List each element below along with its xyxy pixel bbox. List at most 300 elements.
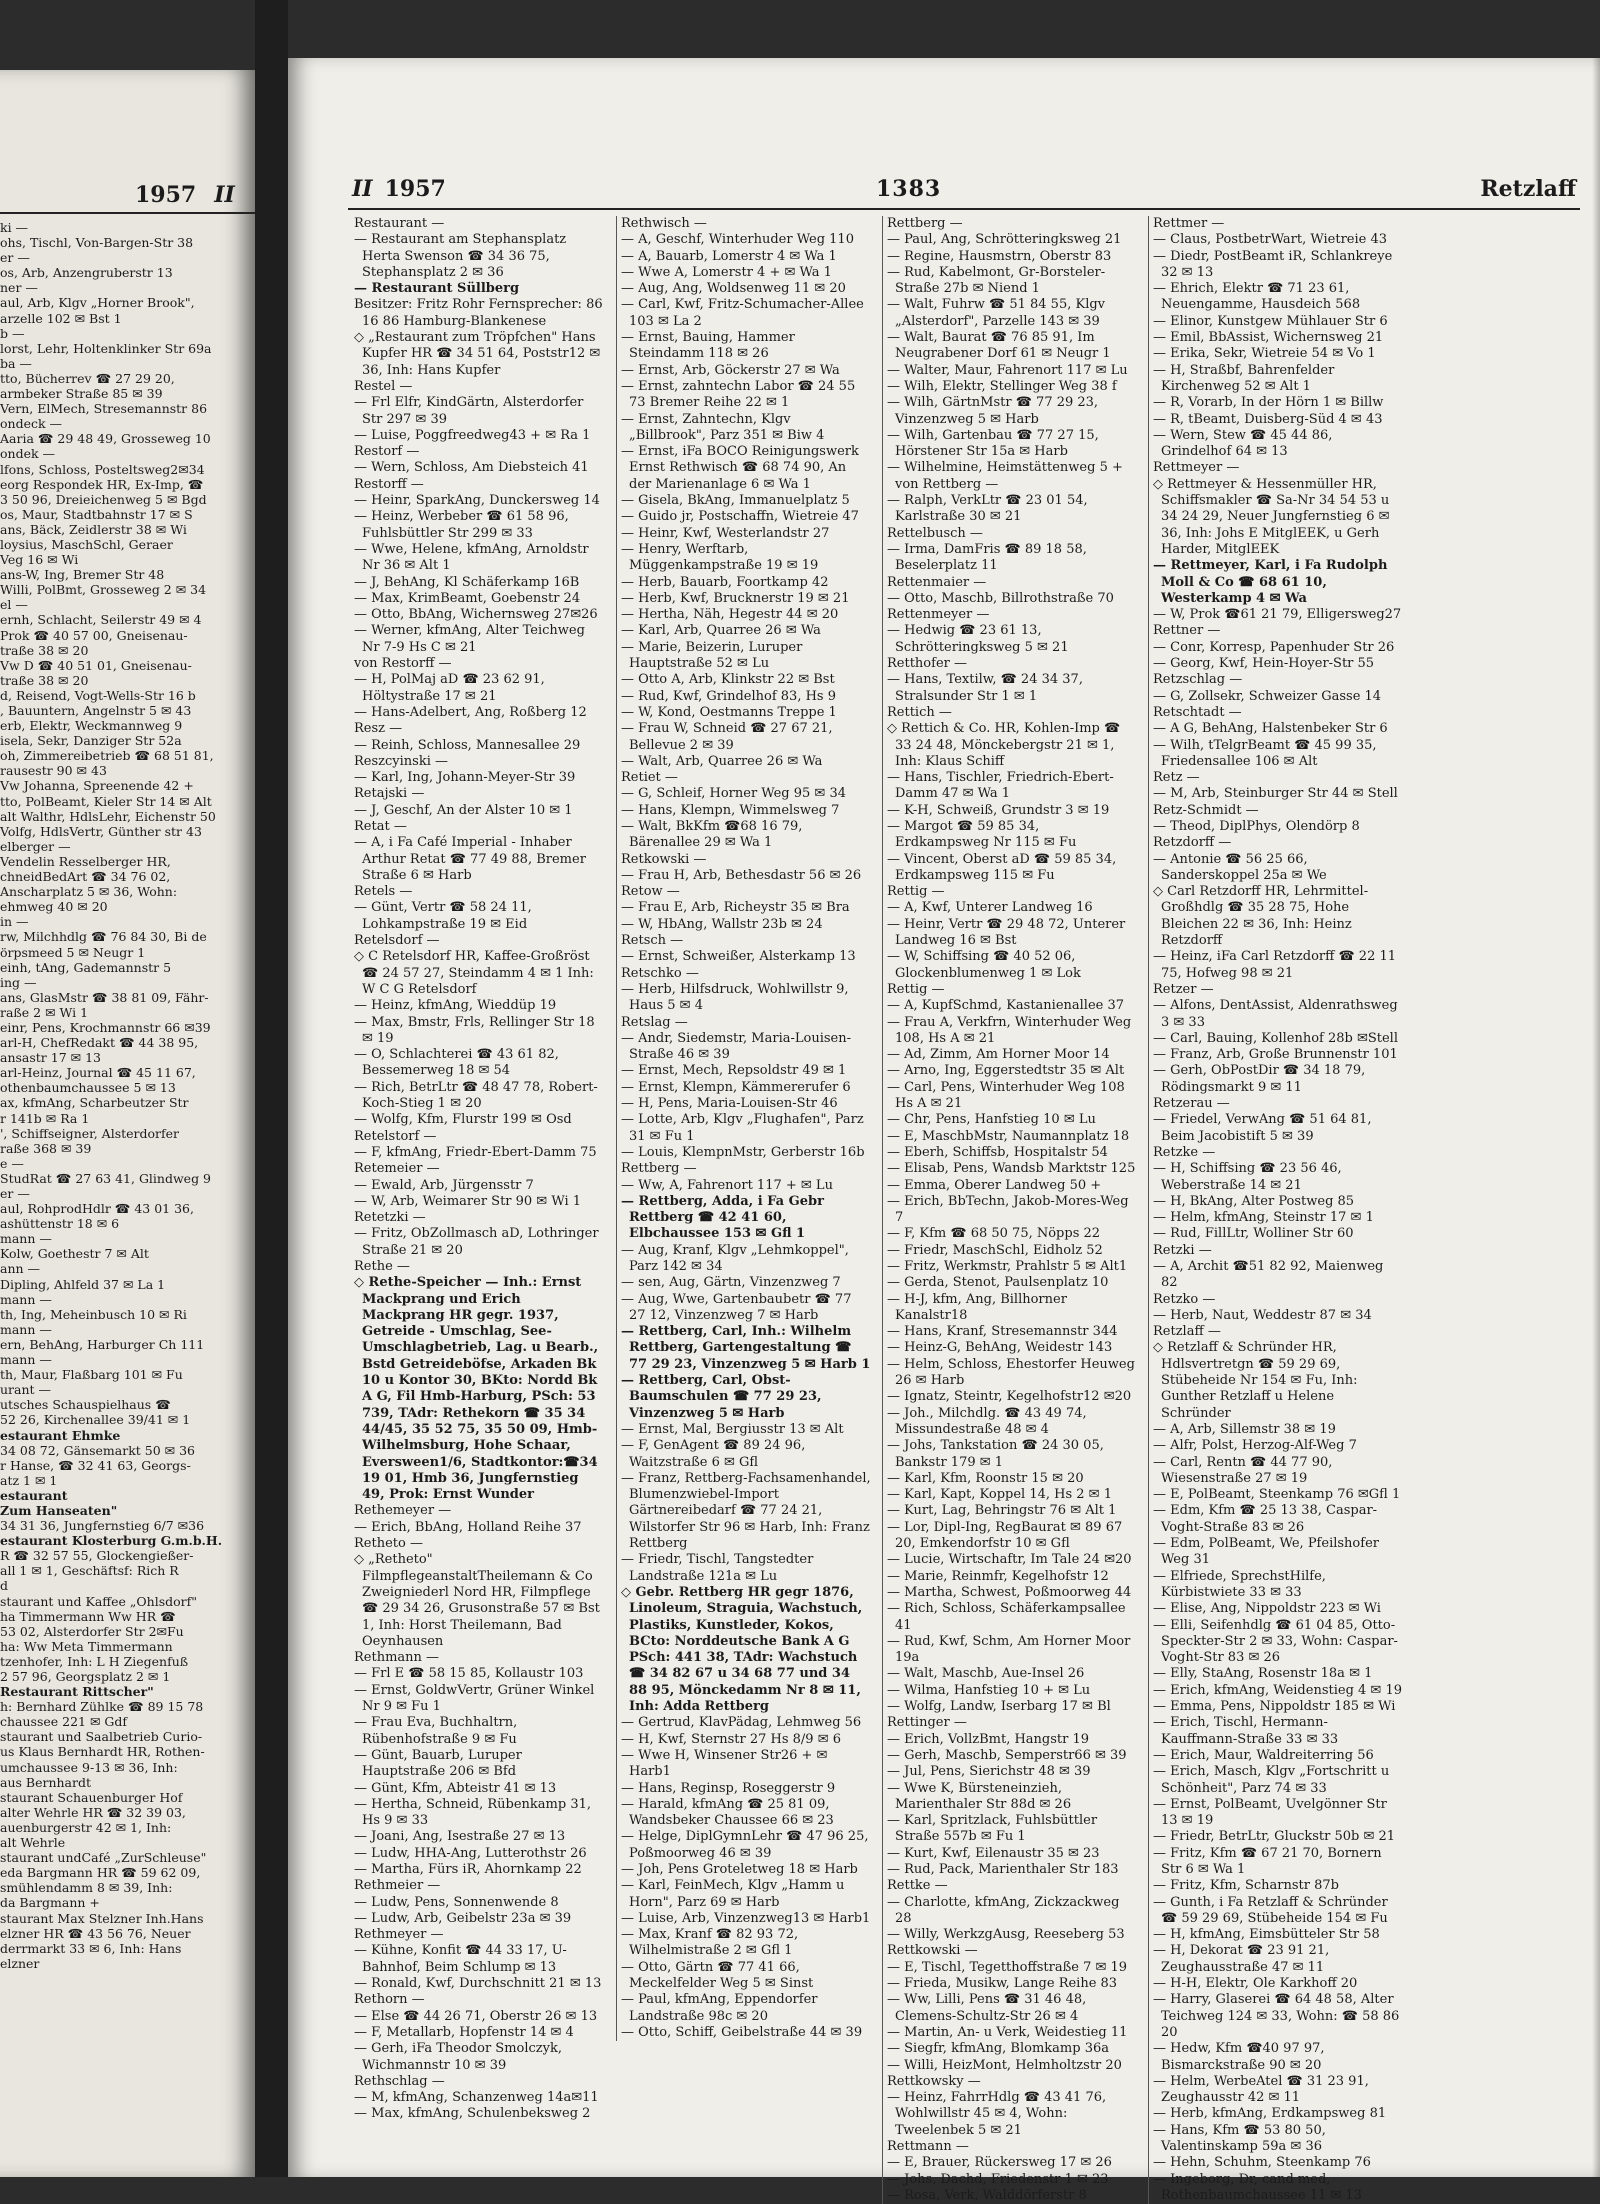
directory-entry: — Erich, Masch, Klgv „Fortschritt u Schönheit", Parz 74 ✉ 33 [1153,1764,1390,1796]
directory-entry: — Wilh, tTelgrBeamt ☎ 45 99 35, Friedensallee 106 ✉ Alt [1153,737,1377,769]
directory-entry: — Otto, BbAng, Wichernsweg 27✉26 [354,607,598,623]
left-entry-line: Willi, PolBmt, Grosseweg 2 ✉ 34 [0,582,207,598]
left-entry-line: d [0,1578,9,1594]
directory-entry: — Kühne, Konfit ☎ 44 33 17, U-Bahnhof, Beim Schlump ✉ 13 [354,1943,567,1975]
directory-entry: Rethemeyer — [354,1503,452,1519]
directory-entry: — Claus, PostbetrWart, Wietreie 43 [1153,232,1388,248]
directory-entry: — H, kfmAng, Eimsbütteler Str 58 [1153,1927,1380,1943]
directory-entry: — Ernst, Arb, Göckerstr 27 ✉ Wa [621,362,840,378]
left-entry-line: Prok ☎ 40 57 00, Gneisenau- [0,627,188,643]
left-entry-line: Anscharplatz 5 ✉ 36, Wohn: [0,884,178,900]
directory-entry: — Helm, Schloss, Ehestorfer Heuweg 26 ✉ Harb [887,1356,1135,1389]
directory-entry: — A, Bauarb, Lomerstr 4 ✉ Wa 1 [621,248,837,264]
directory-entry: — Karl, Spritzlack, Fuhlsbüttler Straße 557b ✉ Fu 1 [887,1813,1098,1845]
directory-entry: — Irma, DamFris ☎ 89 18 58, Beselerplatz 11 [887,541,1087,574]
left-entry-line: raße 2 ✉ Wi 1 [0,1004,89,1020]
directory-entry: Retelstorf — [354,1128,437,1144]
directory-entry: — Rud, Pack, Marienthaler Str 183 [887,1861,1119,1877]
left-entry-line: elzner HR ☎ 43 56 76, Neuer [0,1925,191,1941]
directory-entry: — Ernst, Klempn, Kämmererufer 6 [621,1079,851,1095]
directory-entry: — E, Brauer, Rückersweg 17 ✉ 26 [887,2155,1112,2171]
left-entry-line: lfons, Schloss, Posteltsweg2✉34 [0,461,205,477]
left-entry-line: Zum Hanseaten" [0,1502,118,1518]
directory-entry: — Frl Elfr, KindGärtn, Alsterdorfer Str 297 ✉ 39 [354,395,584,427]
directory-entry: — Walt, Fuhrw ☎ 51 84 55, Klgv „Alsterdorf", Parzelle 143 ✉ 39 [887,297,1106,329]
directory-entry: — Emil, BbAssist, Wichernsweg 21 [1153,330,1384,346]
directory-entry: Retiet — [621,770,678,786]
directory-entry: Retat — [354,818,407,834]
directory-entry: — Herb, Naut, Weddestr 87 ✉ 34 [1153,1307,1372,1323]
directory-entry: — Wolfg, Landw, Iserbarg 17 ✉ Bl [887,1699,1111,1715]
left-entry-line: ondek — [0,446,56,462]
directory-entry: Rettkowski — [887,1943,978,1959]
left-entry-line: ', Schiffseigner, Alsterdorfer [0,1125,180,1141]
directory-entry: — Elfriede, SprechstHilfe, Kürbistwiete 33 ✉ 33 [1153,1568,1326,1600]
directory-entry: Retzko — [1153,1291,1216,1307]
left-entry-line: aul, Arb, Klgv „Horner Brook", [0,295,195,311]
directory-entry: Restorff — [354,476,424,492]
directory-entry: — Lucie, Wirtschaftr, Im Tale 24 ✉20 [887,1552,1132,1568]
left-entry-line: ans, Bäck, Zeidlerstr 38 ✉ Wi [0,521,187,537]
directory-entry: — R, Vorarb, In der Hörn 1 ✉ Billw [1153,395,1384,411]
directory-entry: — Carl, Rentn ☎ 44 77 90, Wiesenstraße 27 ✉ 19 [1153,1454,1333,1486]
left-page-entries [0,220,250,1971]
directory-entry: — Hans, Kranf, Stresemannstr 344 [887,1324,1118,1340]
directory-entry: — Herb, kfmAng, Erdkampsweg 81 [1153,2106,1387,2122]
left-entry-line: Restaurant Rittscher" [0,1684,154,1700]
left-entry-line: er — [0,1186,30,1201]
left-entry-line: mann — [0,1352,52,1368]
directory-entry: — Martin, An- u Verk, Weidestieg 11 [887,2024,1128,2040]
left-page-header [135,182,235,208]
directory-entry: — Gertrud, KlavPädag, Lehmweg 56 [621,1715,862,1731]
directory-entry: Retajski — [354,786,425,802]
left-entry-line: arl-Heinz, Journal ☎ 45 11 67, [0,1065,196,1081]
right-page [288,58,1600,2203]
directory-entry: — Erika, Sekr, Wietreie 54 ✉ Vo 1 [1153,346,1376,362]
directory-entry: — Elisab, Pens, Wandsb Marktstr 125 [887,1161,1136,1177]
directory-entry: Retels — [354,884,413,900]
directory-entry: — Carl, Kwf, Fritz-Schumacher-Allee 103 ✉ La 2 [621,297,864,329]
left-entry-line: tto, Bücherrev ☎ 27 29 20, [0,370,175,386]
directory-entry: — Harald, kfmAng ☎ 25 81 09, Wandsbeker Chaussee 66 ✉ 23 [621,1796,834,1829]
directory-entry: — A, Arb, Sillemstr 38 ✉ 19 [1153,1421,1336,1437]
directory-entry: Retz-Schmidt — [1153,802,1259,818]
directory-entry: — H, Schiffsing ☎ 23 56 46, Weberstraße 14 ✉ 21 [1153,1161,1342,1193]
directory-entry: — Günt, Bauarb, Luruper Hauptstraße 206 ✉ Bfd [354,1747,522,1780]
directory-entry: — Restaurant Süllberg [354,281,520,297]
directory-entry: ◇ Gebr. Rettberg HR gegr 1876, Linoleum, Straguia, Wachstuch, Plastiks, Kunstleder, Kokos, BCto: Norddeutsche Bank A G PSch: 441 38, TAdr: Wachstuch ☎ 34 82 67 u 34 68 77 und 34 88 95, Mönckedamm Nr 8 ✉ 11, Inh: Adda Rettberg [621,1584,863,1715]
left-entry-line: ha Timmermann Ww HR ☎ [0,1608,176,1624]
left-entry-line: arzelle 102 ✉ Bst 1 [0,310,122,326]
directory-entry: — Heinr, Kwf, Westerlandstr 27 [621,525,830,541]
directory-entry: Rethwisch — [621,216,707,231]
left-entry-line: alt Wehrle [0,1835,66,1851]
directory-entry: — Carl, Pens, Winterhuder Weg 108 Hs A ✉ 21 [887,1079,1125,1112]
directory-entry: — Wwe A, Lomerstr 4 + ✉ Wa 1 [621,264,832,280]
directory-entry: — Herb, Bauarb, Foortkamp 42 [621,574,829,590]
directory-entry: — Jul, Pens, Sierichstr 48 ✉ 39 [887,1764,1091,1780]
directory-entry: — Karl, Arb, Quarree 26 ✉ Wa [621,623,821,639]
directory-entry: Restel — [354,378,413,394]
directory-entry: — Aug, Wwe, Gartenbaubetr ☎ 77 27 12, Vinzenzweg 7 ✉ Harb [621,1291,852,1323]
directory-entry: Retzke — [1153,1144,1216,1160]
directory-entry: — Luise, Arb, Vinzenzweg13 ✉ Harb1 [621,1910,871,1926]
column-3 [882,216,1137,2204]
directory-entry: — Ernst, GoldwVertr, Grüner Winkel Nr 9 ✉ Fu 1 [354,1682,595,1715]
directory-entry: — Heinr, Vertr ☎ 29 48 72, Unterer Landweg 16 ✉ Bst [887,916,1126,949]
left-entry-line: aus Bernhardt [0,1774,92,1790]
directory-entry: ◇ Retzlaff & Schründer HR, Hdlsvertretgn ☎ 59 29 69, Stübeheide Nr 154 ✉ Fu, Inh: Gunther Retzlaff u Helene Schründer [1153,1340,1358,1421]
directory-entry: von Restorff — [354,656,452,672]
left-entry-line: ernh, Schlacht, Seilerstr 49 ✉ 4 [0,612,202,628]
left-entry-line: os, Arb, Anzengruberstr 13 [0,265,173,281]
directory-entry: — Fritz, Kfm, Scharnstr 87b [1153,1878,1339,1894]
directory-entry: — Max, Kranf ☎ 82 93 72, Wilhelmistraße 2 ✉ Gfl 1 [621,1927,799,1959]
directory-entry: — Fritz, Werkmstr, Prahlstr 5 ✉ Alt1 [887,1259,1128,1274]
directory-entry: — Heinz, iFa Carl Retzdorff ☎ 22 11 75, Hofweg 98 ✉ 21 [1153,949,1397,981]
directory-entry: — Gisela, BkAng, Immanuelplatz 5 [621,493,850,509]
directory-entry: — Erich, VollzBmt, Hangstr 19 [887,1731,1090,1747]
directory-entry: — Ernst, Mal, Bergiusstr 13 ✉ Alt [621,1421,844,1437]
left-entry-line: örpsmeed 5 ✉ Neugr 1 [0,944,146,960]
directory-entry: — Wilh, Elektr, Stellinger Weg 38 f [887,378,1117,394]
directory-entry: — W, Arb, Weimarer Str 90 ✉ Wi 1 [354,1193,582,1209]
directory-entry: — Carl, Bauing, Kollenhof 28b ✉Stell [1153,1030,1399,1046]
directory-entry: — Vincent, Oberst aD ☎ 59 85 34, Erdkampsweg 115 ✉ Fu [887,851,1117,883]
directory-entry: — Erich, Tischl, Hermann-Kauffmann-Straße 33 ✉ 33 [1153,1715,1339,1747]
directory-entry: — A, Geschf, Winterhuder Weg 110 [621,232,854,248]
directory-entry: — sen, Aug, Gärtn, Vinzenzweg 7 [621,1275,841,1291]
directory-entry: Rethe — [354,1259,410,1274]
left-entry-line: estaurant Ehmke [0,1427,121,1443]
left-entry-line: ansastr 17 ✉ 13 [0,1050,101,1066]
left-entry-line: StudRat ☎ 27 63 41, Glindweg 9 [0,1170,211,1186]
left-page [0,70,255,2177]
left-entry-line: ax, kfmAng, Scharbeutzer Str [0,1095,189,1111]
directory-entry: — Günt, Vertr ☎ 58 24 11, Lohkampstraße 19 ✉ Eid [354,900,532,932]
directory-entry: Rettke — [887,1878,948,1894]
directory-entry: — A, KupfSchmd, Kastanienallee 37 [887,998,1125,1014]
directory-entry: — Siegfr, kfmAng, Blomkamp 36a [887,2041,1110,2057]
left-entry-line: ehmweg 40 ✉ 20 [0,899,108,915]
left-entry-line: auenburgerstr 42 ✉ 1, Inh: [0,1819,172,1835]
directory-entry: — Hans, Klempn, Wimmelsweg 7 [621,802,840,818]
left-entry-line: 52 26, Kirchenallee 39/41 ✉ 1 [0,1412,191,1428]
directory-entry: — Hans, Tischler, Friedrich-Ebert-Damm 47 ✉ Wa 1 [887,770,1114,802]
directory-entry: Retzki — [1153,1242,1212,1258]
directory-entry: — Franz, Arb, Große Brunnenstr 101 [1153,1047,1398,1063]
left-entry-line: Volfg, HdlsVertr, Günther str 43 [0,823,202,839]
column-4 [1148,216,1403,2204]
left-entry-line: mann — [0,1291,52,1307]
left-entry-line: ashüttenstr 18 ✉ 6 [0,1216,120,1232]
directory-entry: — W, Schiffsing ☎ 40 52 06, Glockenblumenweg 1 ✉ Lok [887,949,1081,981]
directory-entry: — Ernst, zahntechn Labor ☎ 24 55 73 Bremer Reihe 22 ✉ 1 [621,378,856,411]
directory-entry: — Rettberg, Carl, Obst-Baumschulen ☎ 77 29 23, Vinzenzweg 5 ✉ Harb [621,1373,822,1421]
directory-entry: — Ernst, Zahntechn, Klgv „Billbrook", Parz 351 ✉ Biw 4 [621,411,825,443]
directory-entry: — Ehrich, Elektr ☎ 71 23 61, Neuengamme, Hausdeich 568 [1153,281,1361,313]
left-entry-line: , Bauuntern, Angelnstr 5 ✉ 43 [0,703,192,718]
left-entry-line: ans-W, Ing, Bremer Str 48 [0,567,165,583]
directory-entry: — Emma, Oberer Landweg 50 + [887,1177,1102,1193]
directory-entry: Retschko — [621,965,699,981]
directory-entry: — Max, KrimBeamt, Goebenstr 24 [354,590,581,606]
left-entry-line: mann — [0,1231,52,1247]
directory-entry: Rethmann — [354,1650,440,1666]
directory-entry: — Rich, BetrLtr ☎ 48 47 78, Robert-Koch-Stieg 1 ✉ 20 [354,1079,598,1112]
directory-entry: — Kurt, Kwf, Eilenaustr 35 ✉ 23 [887,1845,1100,1861]
directory-entry: Rethmeyer — [354,1927,444,1943]
left-entry-line: ern, BehAng, Harburger Ch 111 [0,1336,205,1352]
directory-entry: — Hedwig ☎ 23 61 13, Schrötteringksweg 5 ✉ 21 [887,623,1069,655]
directory-entry: — Ww, A, Fahrenort 117 + ✉ Lu [621,1177,833,1193]
directory-entry: ◇ C Retelsdorf HR, Kaffee-Großröst ☎ 24 57 27, Steindamm 4 ✉ 1 Inh: W C G Retelsdorf [354,949,594,997]
directory-entry: Rettberg — [887,216,963,231]
directory-entry: — Helm, WerbeAtel ☎ 31 23 91, Zeughausstr 42 ✉ 11 [1153,2073,1369,2106]
directory-entry: — Ww, Lilli, Pens ☎ 31 46 48, Clemens-Schultz-Str 26 ✉ 4 [887,1992,1087,2024]
directory-entry: — Rettmeyer, Karl, i Fa Rudolph Moll & Co ☎ 68 61 10, Westerkamp 4 ✉ Wa [1153,558,1388,606]
left-entry-line: erb, Elektr, Weckmannweg 9 [0,718,183,734]
directory-entry: — Hertha, Schneid, Rübenkamp 31, Hs 9 ✉ 33 [354,1796,591,1829]
directory-entry: — M, kfmAng, Schanzenweg 14a✉11 [354,2090,599,2106]
directory-entry: Retkowski — [621,851,707,867]
directory-entry: — Rud, Kwf, Grindelhof 83, Hs 9 [621,688,836,704]
left-entry-line: all 1 ✉ 1, Geschäftsf: Rich R [0,1563,179,1579]
directory-entry: — Elinor, Kunstgew Mühlauer Str 6 [1153,313,1388,329]
directory-entry: — Wwe H, Winsener Str26 + ✉ Harb1 [621,1747,828,1780]
directory-entry: — Frau H, Arb, Bethesdastr 56 ✉ 26 [621,867,862,883]
directory-entry: — Wilma, Hanfstieg 10 + ✉ Lu [887,1682,1091,1698]
directory-entry: — Johs, Tankstation ☎ 24 30 05, Bankstr 179 ✉ 1 [887,1438,1104,1470]
directory-entry: — Ernst, PolBeamt, Uvelgönner Str 13 ✉ 19 [1153,1796,1387,1829]
left-entry-line: othenbaumchaussee 5 ✉ 13 [0,1080,176,1096]
left-entry-line: chneidBedArt ☎ 34 76 02, [0,869,171,885]
directory-entry: — J, Geschf, An der Alster 10 ✉ 1 [354,802,573,818]
directory-entry: Rettmer — [1153,216,1225,231]
directory-entry: — Herb, Hilfsdruck, Wohlwillstr 9, Haus 5 ✉ 4 [621,981,849,1014]
directory-entry: — Erich, kfmAng, Weidenstieg 4 ✉ 19 [1153,1682,1402,1698]
directory-entry: — Restaurant am Stephansplatz Herta Swenson ☎ 34 36 75, Stephansplatz 2 ✉ 36 [354,232,567,280]
left-entry-line: alt Walthr, HdlsLehr, Eichenstr 50 [0,808,216,824]
directory-entry: — Ad, Zimm, Am Horner Moor 14 [887,1047,1110,1063]
directory-entry: — A, Archit ☎51 82 92, Maienweg 82 [1153,1259,1384,1291]
directory-entry: — W, HbAng, Wallstr 23b ✉ 24 [621,916,823,932]
directory-entry: — Arno, Ing, Eggerstedtstr 35 ✉ Alt [887,1063,1125,1079]
left-entry-line: Vw Johanna, Spreenende 42 + [0,778,194,794]
directory-entry: — Ralph, VerkLtr ☎ 23 01 54, Karlstraße 30 ✉ 21 [887,493,1088,525]
directory-entry: — Joh., Milchdlg. ☎ 43 49 74, Missundestraße 48 ✉ 4 [887,1405,1087,1437]
directory-entry: — Werner, kfmAng, Alter Teichweg Nr 7-9 Hs C ✉ 21 [354,623,585,655]
directory-entry: — Karl, FeinMech, Klgv „Hamm u Horn", Parz 69 ✉ Harb [621,1878,845,1910]
directory-entry: — Hans, Kfm ☎ 53 80 50, Valentinskamp 59a ✉ 36 [1153,2122,1326,2155]
left-entry-line: smühlendamm 8 ✉ 39, Inh: [0,1880,173,1896]
directory-entry: Reszcyinski — [354,753,448,769]
directory-entry: — Lor, Dipl-Ing, RegBaurat ✉ 89 67 20, Emkendorfstr 10 ✉ Gfl [887,1519,1123,1552]
left-header-col: II [214,182,235,208]
directory-entry: — Walt, Arb, Quarree 26 ✉ Wa [621,753,823,769]
left-entry-line: staurant undCafé „ZurSchleuse" [0,1850,207,1866]
page-edge-shadow [1592,58,1600,2177]
directory-entry: — Karl, Kfm, Roonstr 15 ✉ 20 [887,1470,1084,1486]
directory-entry: — Wern, Stew ☎ 45 44 86, Grindelhof 64 ✉ 13 [1153,427,1333,460]
left-entry-line: da Bargmann + [0,1895,100,1911]
directory-entry: — Hehn, Schuhm, Steenkamp 76 [1153,2155,1371,2171]
directory-entry: Rettig — [887,981,945,997]
left-entry-line: raße 368 ✉ 39 [0,1140,92,1156]
left-entry-line: in — [0,914,29,930]
directory-entry: Retslag — [621,1014,688,1030]
directory-entry: — Paul, Ang, Schrötteringksweg 21 [887,232,1122,248]
left-entry-line: r Hanse, ☎ 32 41 63, Georgs- [0,1457,191,1473]
left-entry-line: utsches Schauspielhaus ☎ [0,1397,171,1413]
directory-entry: — Karl, Kapt, Koppel 14, Hs 2 ✉ 1 [887,1487,1112,1503]
directory-entry: — Erich, BbAng, Holland Reihe 37 [354,1519,582,1535]
directory-entry: — Willy, WerkzgAusg, Reeseberg 53 [887,1927,1125,1943]
directory-entry: Rettkowsky — [887,2073,981,2089]
directory-entry: — Ludw, Pens, Sonnenwende 8 [354,1894,559,1910]
directory-entry: — Hertha, Näh, Hegestr 44 ✉ 20 [621,607,839,623]
left-entry-line: eorg Respondek HR, Ex-Imp, ☎ [0,476,204,492]
directory-entry: — Rud, FillLtr, Wolliner Str 60 [1153,1226,1354,1242]
directory-entry: — Friedr, MaschSchl, Eidholz 52 [887,1242,1103,1258]
column-2 [616,216,871,2041]
left-entry-line: 34 31 36, Jungfernstieg 6/7 ✉36 [0,1518,205,1534]
left-header-year: 1957 [135,182,197,208]
directory-entry: — Paul, kfmAng, Eppendorfer Landstraße 98c ✉ 20 [621,1992,818,2024]
directory-entry: — Theod, DiplPhys, Olendörp 8 [1153,818,1360,834]
directory-entry: — Otto, Gärtn ☎ 77 41 66, Meckelfelder Weg 5 ✉ Sinst [621,1959,814,1992]
directory-entry: Retschtadt — [1153,704,1242,720]
directory-entry: — Antonie ☎ 56 25 66, Sanderskoppel 25a ✉ We [1153,851,1327,883]
left-entry-line: rw, Milchhdlg ☎ 76 84 30, Bi de [0,929,207,945]
directory-entry: — Friedr, BetrLtr, Gluckstr 50b ✉ 21 [1153,1829,1396,1845]
left-entry-line: Aaria ☎ 29 48 49, Grosseweg 10 [0,431,211,447]
directory-entry: — Helm, kfmAng, Steinstr 17 ✉ 1 [1153,1210,1374,1226]
directory-entry: — Otto A, Arb, Klinkstr 22 ✉ Bst [621,672,835,688]
left-entry-line: estaurant [0,1487,68,1503]
directory-entry: Rethorn — [354,1992,425,2008]
directory-entry: ◇ „Retheto" FilmpflegeanstaltTheilemann & Co Zweigniederl Nord HR, Filmpflege ☎ 29 34 26, Grusonstraße 57 ✉ Bst 1, Inh: Horst Theilemann, Bad Oeynhausen [354,1552,600,1649]
directory-entry: — Erich, Maur, Waldreiterring 56 [1153,1747,1374,1763]
directory-entry: Resz — [354,721,403,737]
directory-entry: Retzdorff — [1153,835,1232,851]
directory-entry: Restorf — [354,444,420,460]
directory-entry: Rettinger — [887,1715,967,1731]
directory-entry: — Johs, Dachd, Friedenstr 1 ✉ 23 [887,2171,1109,2187]
directory-entry: — R, tBeamt, Duisberg-Süd 4 ✉ 43 [1153,411,1383,427]
directory-entry: — Hans-Adelbert, Ang, Roßberg 12 [354,704,587,720]
left-entry-line: 34 08 72, Gänsemarkt 50 ✉ 36 [0,1442,195,1458]
directory-entry: — Regine, Hausmstrn, Oberstr 83 [887,248,1112,264]
left-entry-line: derrmarkt 33 ✉ 6, Inh: Hans [0,1940,182,1956]
directory-entry: — H, Straßbf, Bahrenfelder Kirchenweg 52 ✉ Alt 1 [1153,362,1335,394]
left-entry-line: traße 38 ✉ 20 [0,642,89,658]
left-entry-line: lorst, Lehr, Holtenklinker Str 69a [0,340,212,356]
directory-entry: — E, PolBeamt, Steenkamp 76 ✉Gfl 1 [1153,1487,1401,1503]
left-entry-line: chaussee 221 ✉ Gdf [0,1714,128,1730]
directory-entry: — Wilh, Gartenbau ☎ 77 27 15, Hörstener Str 15a ✉ Harb [887,427,1099,460]
directory-entry: — Georg, Kwf, Hein-Hoyer-Str 55 [1153,656,1375,672]
directory-entry: — Max, kfmAng, Schulenbeksweg 2 [354,2106,591,2122]
directory-entry: — Luise, Poggfreedweg43 + ✉ Ra 1 [354,427,591,443]
left-entry-line: us Klaus Bernhardt HR, Rothen- [0,1744,205,1760]
directory-entry: — Walter, Maur, Fahrenort 117 ✉ Lu [887,362,1128,378]
directory-entry: — Erich, BbTechn, Jakob-Mores-Weg 7 [887,1193,1129,1226]
directory-entry: Retzerau — [1153,1096,1230,1112]
directory-entry: — Hans, Reginsp, Roseggerstr 9 [621,1780,836,1796]
book-gutter [255,0,288,2177]
left-entry-line: urant — [0,1382,52,1398]
directory-entry: — Willi, HeizMont, Helmholtzstr 20 [887,2057,1122,2073]
directory-entry: Retelsdorf — [354,933,440,949]
directory-entry: — E, Tischl, Tegetthoffstraße 7 ✉ 19 [887,1959,1128,1975]
right-header-rule [348,208,1580,210]
left-entry-line: Kolw, Goethestr 7 ✉ Alt [0,1246,149,1262]
directory-entry: — Rettberg, Carl, Inh.: Wilhelm Rettberg, Gartengestaltung ☎ 77 29 23, Vinzenzweg 5 ✉ Harb 1 [621,1324,871,1372]
directory-entry: — Frau E, Arb, Richeystr 35 ✉ Bra [621,900,850,916]
directory-entry: — Franz, Rettberg-Fachsamenhandel, Blumenzwiebel-Import Gärtnereibedarf ☎ 77 24 21, Wilstorfer Str 96 ✉ Harb, Inh: Franz Rettberg [621,1470,871,1552]
left-entry-line: el — [0,597,28,613]
directory-entry: — Guido jr, Postschaffn, Wietreie 47 [621,509,859,525]
directory-entry: — Marie, Reinmfr, Kegelhofstr 12 [887,1568,1109,1584]
directory-entry: — Fritz, Kfm ☎ 67 21 70, Bornern Str 6 ✉ Wa 1 [1153,1845,1382,1877]
directory-entry: — J, BehAng, Kl Schäferkamp 16B [354,574,580,590]
directory-entry: — Hedw, Kfm ☎40 97 97, Bismarckstraße 90 ✉ 20 [1153,2041,1325,2073]
left-entry-line: isela, Sekr, Danziger Str 52a [0,733,182,749]
left-entry-line: r 141b ✉ Ra 1 [0,1110,90,1126]
directory-entry: — Alfons, DentAssist, Aldenrathsweg 3 ✉ 33 [1153,998,1398,1030]
directory-entry: Retow — [621,884,680,900]
right-header-col: II [352,176,373,202]
left-entry-line: einh, tAng, Gademannstr 5 [0,959,172,975]
left-entry-line: Vern, ElMech, Stresemannstr 86 [0,401,208,417]
directory-entry: — Ernst, Mech, Repsoldstr 49 ✉ 1 [621,1063,847,1079]
directory-entry: Rettenmeyer — [887,607,990,623]
left-entry-line: oh, Zimmereibetrieb ☎ 68 51 81, [0,748,214,764]
left-entry-line: tto, PolBeamt, Kieler Str 14 ✉ Alt [0,793,212,809]
left-entry-line: 3 50 96, Dreieichenweg 5 ✉ Bgd [0,491,207,507]
directory-entry: — Heinz, FahrrHdlg ☎ 43 41 76, Wohlwillstr 45 ✉ 4, Wohn: Tweelenbek 5 ✉ 21 [887,2090,1107,2138]
left-entry-line: e — [0,1155,24,1171]
directory-entry: Rettelbusch — [887,525,983,541]
left-entry-line: ner — [0,280,38,296]
directory-entry: Rettenmaier — [887,574,987,590]
directory-entry: — Heinz, kfmAng, Wieddüp 19 [354,998,557,1014]
directory-entry: — Gerh, ObPostDir ☎ 34 18 79, Rödingsmarkt 9 ✉ 11 [1153,1063,1366,1095]
directory-entry: — A, i Fa Café Imperial - Inhaber Arthur Retat ☎ 77 49 88, Bremer Straße 6 ✉ Harb [354,835,586,883]
left-entry-line: tzenhofer, Inh: L H Ziegenfuß [0,1653,189,1669]
directory-entry: — Friedr, Tischl, Tangstedter Landstraße 121a ✉ Lu [621,1552,814,1584]
directory-entry: — O, Schlachterei ☎ 43 61 82, Bessemerweg 18 ✉ 54 [354,1047,559,1079]
left-entry-line: staurant Schauenburger Hof [0,1789,183,1805]
directory-entry: — F, Kfm ☎ 68 50 75, Nöpps 22 [887,1226,1101,1242]
directory-entry: — Friedel, VerwAng ☎ 51 64 81, Beim Jacobistift 5 ✉ 39 [1153,1112,1372,1144]
directory-entry: — Otto, Schiff, Geibelstraße 44 ✉ 39 [621,2024,863,2040]
directory-entry: — Else ☎ 44 26 71, Oberstr 26 ✉ 13 [354,2008,598,2024]
left-entry-line: staurant und Saalbetrieb Curio- [0,1729,203,1745]
directory-entry: — Wern, Schloss, Am Diebsteich 41 [354,460,589,476]
directory-entry: Retzschlag — [1153,672,1243,688]
directory-entry: ◇ Rettmeyer & Hessenmüller HR, Schiffsmakler ☎ Sa-Nr 34 54 53 u 34 24 29, Neuer Jungfernstieg 6 ✉ 36, Inh: Johs E MitglEEK, u Gerh Harder, MitglEEK [1153,476,1390,557]
left-entry-line: staurant Max Stelzner Inh.Hans [0,1910,204,1926]
directory-entry: — Frieda, Musikw, Lange Reihe 83 [887,1976,1118,1992]
right-header-year: 1957 [384,176,446,202]
directory-entry: — Wwe, Helene, kfmAng, Arnoldstr Nr 36 ✉ Alt 1 [354,541,589,574]
directory-entry: — Wwe K, Bürsteneinzieh, Marienthaler Str 88d ✉ 26 [887,1780,1072,1812]
left-entry-line: ondeck — [0,416,63,432]
left-entry-line: er — [0,250,30,266]
